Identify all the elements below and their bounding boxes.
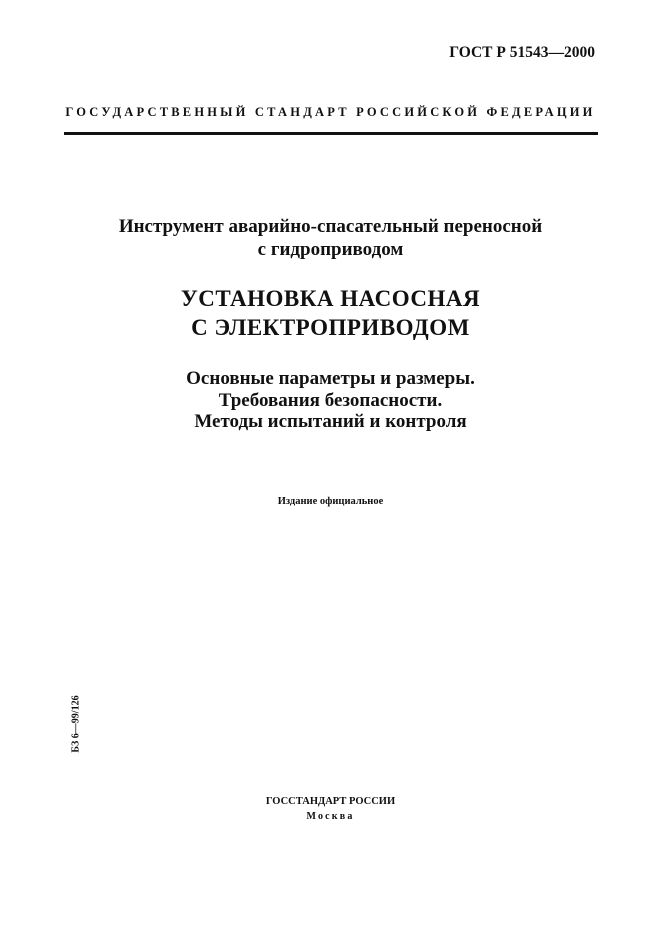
state-standard-heading: ГОСУДАРСТВЕННЫЙ СТАНДАРТ РОССИЙСКОЙ ФЕДЕРАЦИИ	[65, 105, 596, 119]
edition-note: Издание официальное	[277, 496, 384, 507]
side-code: БЗ 6—99/126	[70, 695, 82, 753]
main-title	[0, 284, 661, 342]
sub-title-line: Требования безопасности.	[218, 389, 443, 411]
document-number: ГОСТ Р 51543—2000	[449, 44, 595, 61]
header-divider	[64, 132, 598, 135]
subject-title	[0, 215, 661, 261]
subject-title-line: Инструмент аварийно-спасательный переносной	[118, 216, 543, 237]
sub-title-line: Основные параметры и размеры.	[186, 368, 475, 389]
publisher: ГОССТАНДАРТ РОССИИ	[265, 796, 396, 807]
sub-title-line: Методы испытаний и контроля	[194, 411, 467, 432]
sub-title	[0, 368, 661, 433]
main-title-line: УСТАНОВКА НАСОСНАЯ	[180, 286, 481, 311]
publication-city: Москва	[306, 811, 355, 822]
main-title-line: С ЭЛЕКТРОПРИВОДОМ	[191, 315, 470, 340]
subject-title-line: с гидроприводом	[257, 239, 404, 260]
